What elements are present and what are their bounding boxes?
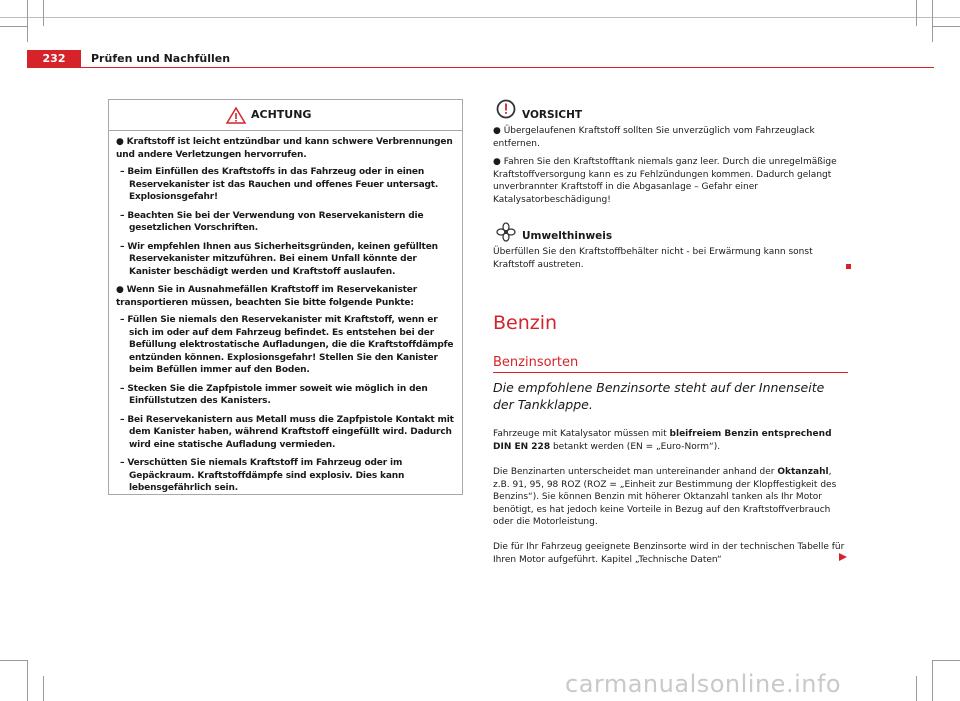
warning-subitem: – Verschütten Sie niemals Kraftstoff im Fahrzeug oder im Gepäckraum. Kraftstoffdämpfe sind explosiv. Dies kann lebensgefährlich sein. xyxy=(120,458,405,493)
crop-mark xyxy=(0,26,27,27)
body-paragraph xyxy=(493,428,848,453)
page-number: 232 xyxy=(27,50,81,68)
warning-subitem: – Füllen Sie niemals den Reservekanister mit Kraftstoff, wenn er sich im oder auf dem Fahrzeug befindet. Es entstehen bei der Befüllung elektrostatische Aufladungen, die die Kraftstoffdämpfe entzünden können. Explosionsgefahr! Stellen Sie den Kanister beim Befüllen immer auf den Boden. xyxy=(120,315,454,375)
warning-triangle-icon xyxy=(226,107,246,124)
exclamation-circle-icon xyxy=(496,99,516,119)
paragraph-text: Die Benzinarten unterscheidet man untereinander anhand der xyxy=(493,467,778,477)
page-title: Prüfen und Nachfüllen xyxy=(91,52,231,65)
watermark: carmanualsonline.info xyxy=(565,670,842,698)
flower-icon xyxy=(496,222,516,242)
warning-subitem: – Stecken Sie die Zapfpistole immer soweit wie möglich in den Einfüllstutzen des Kanisters. xyxy=(120,383,428,406)
warning-subitem: – Wir empfehlen Ihnen aus Sicherheitsgründen, keinen gefüllten Reservekanister mitzuführen. Bei einem Unfall könnte der Kanister beschädigt werden und Kraftstoff auslaufen. xyxy=(120,241,438,277)
crop-mark xyxy=(933,26,960,27)
crop-mark xyxy=(932,0,933,42)
end-of-section-marker xyxy=(846,264,851,269)
body-paragraph xyxy=(493,466,848,529)
paragraph-text: Fahrzeuge mit Katalysator müssen mit xyxy=(493,429,670,439)
paragraph-text: betankt werden (EN = „Euro-Norm“). xyxy=(550,441,721,452)
crop-mark xyxy=(43,676,44,701)
crop-mark xyxy=(932,660,933,701)
paragraph-text: , z.B. 91, 95, 98 ROZ (ROZ = „Einheit zur Bestimmung der Klopffestigkeit des Benzins“). Sie können Benzin mit höherer Oktanzahl tanken als Ihr Motor benötigt, es hat jedoch keine Vorteile in Bezug auf den Kraftstoffverbrauch oder die Motorleistung. xyxy=(493,467,837,527)
warning-item: ● Kraftstoff ist leicht entzündbar und kann schwere Verbrennungen und andere Verletzungen hervorrufen. xyxy=(116,137,453,160)
warning-item: ● Wenn Sie in Ausnahmefällen Kraftstoff im Reservekanister transportieren müssen, beachten Sie bitte folgende Punkte: xyxy=(116,285,418,308)
crop-mark xyxy=(916,676,917,701)
environment-title: Umwelthinweis xyxy=(522,230,613,242)
warning-title: ACHTUNG xyxy=(251,108,312,121)
warning-header xyxy=(109,100,462,131)
paragraph-emphasis: Oktanzahl xyxy=(777,467,829,477)
continue-arrow-icon xyxy=(838,552,848,562)
crop-mark xyxy=(27,0,28,42)
warning-body xyxy=(109,131,462,495)
body-paragraph: Die für Ihr Fahrzeug geeignete Benzinsorte wird in der technischen Tabelle für Ihren Motor aufgeführt. Kapitel „Technische Daten“ xyxy=(493,542,845,565)
section-heading: Benzin xyxy=(493,312,558,334)
caution-item: ● Fahren Sie den Kraftstofftank niemals ganz leer. Durch die unregelmäßige Kraftstoffversorgung kann es zu Fehlzündungen kommen. Dadurch gelangt unverbrannter Kraftstoff in die Abgasanlage – Gefahr einer Katalysatorbeschädigung! xyxy=(493,157,837,205)
crop-mark xyxy=(0,17,960,18)
caution-title: VORSICHT xyxy=(522,109,583,121)
warning-subitem: – Beim Einfüllen des Kraftstoffs in das Fahrzeug oder in einen Reservekanister ist das Rauchen und offenes Feuer untersagt. Explosionsgefahr! xyxy=(120,167,439,202)
intro-text: Die empfohlene Benzinsorte steht auf der Innenseite der Tankklappe. xyxy=(493,380,825,412)
subheading-divider xyxy=(493,372,848,373)
warning-subitem: – Bei Reservekanistern aus Metall muss die Zapfpistole Kontakt mit dem Kanister haben, während Kraftstoff eingefüllt wird. Dadurch wird eine statische Aufladung vermieden. xyxy=(120,414,454,450)
paragraph-emphasis: bleifreiem Benzin entsprechend DIN EN 228 xyxy=(493,429,832,452)
crop-mark xyxy=(916,0,917,26)
warning-box xyxy=(108,99,463,495)
caution-item: ● Übergelaufenen Kraftstoff sollten Sie unverzüglich vom Fahrzeuglack entfernen. xyxy=(493,126,815,149)
caution-body xyxy=(493,125,848,206)
section-subheading: Benzinsorten xyxy=(493,355,579,370)
crop-mark xyxy=(43,0,44,26)
crop-mark xyxy=(27,660,28,701)
crop-mark xyxy=(0,660,27,661)
warning-subitem: – Beachten Sie bei der Verwendung von Reservekanistern die gesetzlichen Vorschriften. xyxy=(120,210,424,233)
header-divider xyxy=(81,67,934,68)
crop-mark xyxy=(933,660,960,661)
environment-text: Überfüllen Sie den Kraftstoffbehälter nicht - bei Erwärmung kann sonst Kraftstoff austreten. xyxy=(493,247,813,270)
